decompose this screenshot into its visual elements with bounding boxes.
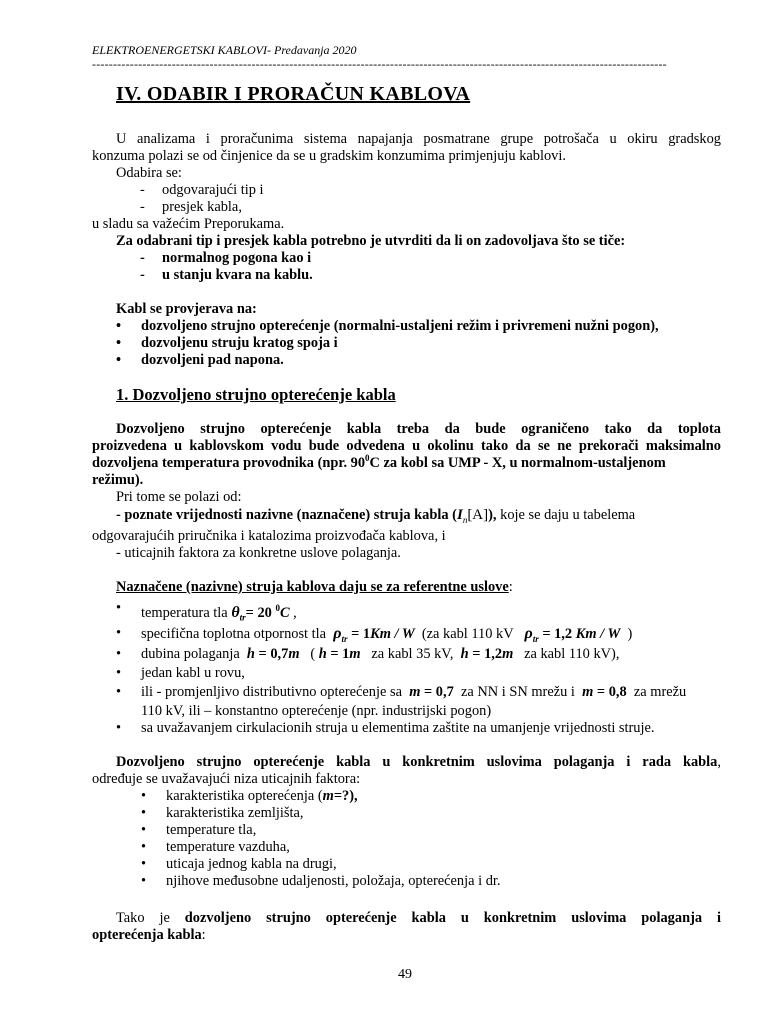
known-values-line: - poznate vrijednosti nazivne (naznačene) struja kabla $(I_n[A])$, koje se daju u tabelema	[116, 507, 636, 525]
para1-line-2: proizvedena u kablovskom vodu bude odvedena u okolinu tako da se ne prekorači maksimalno	[92, 438, 721, 454]
chapter-title: IV. ODABIR I PRORAČUN KABLOVA	[116, 83, 471, 105]
dash-item: -	[140, 182, 145, 198]
section-title: 1. Dozvoljeno strujno opterećenje kabla	[116, 385, 396, 404]
bold-dash-item: -	[140, 250, 145, 266]
para1-line-3: dozvoljena temperatura provodnika (npr. $90^0C$ za kobl sa UMP - X, u normalnom-ustaljenom	[92, 453, 666, 471]
intro-line-2: konzuma polazi se od činjenice da se u gradskim konzumima primjenjuju kablovi.	[92, 148, 566, 164]
intro-question: Za odabrani tip i presjek kabla potrebno je utvrditi da li on zadovoljava što se tiče:	[116, 233, 626, 249]
dash-item-text: odgovarajući tip i	[162, 182, 264, 198]
pri-tome: Pri tome se polazi od:	[116, 489, 242, 505]
ref-heading: Naznačene (nazivne) struja kablova daju se za referentne uslove:	[116, 579, 513, 595]
document-page: ELEKTROENERGETSKI KABLOVI- Predavanja 2020 ----------------------------------------------------------------------------------------------------------------------------------------- IV. ODABIR I PRORAČUN KABLOVA U analizama i proračunima sistema napajanja posmatrane grupe potrošača u okiru gradskog konzuma polazi se od činjenice da se u gradskim konzumima primjenjuju kablovi. Odabira se: - odgovarajući tip i - presjek kabla, u sladu sa važećim Preporukama. Za odabrani tip i presjek kabla potrebno je utvrditi da li on zadovoljava što se tiče: - normalnog pogona kao i - u stanju kvara na kablu. Kabl se provjerava na: • dozvoljeno strujno opterećenje (normalni-ustaljeni režim i privremeni nužni pogon), • dozvoljenu struju kratog spoja i • dozvoljeni pad napona. 1. Dozvoljeno strujno opterećenje kabla Dozvoljeno strujno opterećenje kabla treba da bude ograničeno tako da toplota proizvedena u kablovskom vodu bude odvedena u okolinu tako da se ne prekorači maksimalno dozvoljena temperatura provodnika (npr. $90^0C$ za kobl sa UMP - X, u normalnom-ustaljenom režimu). Pri tome se polazi od: - poznate vrijednosti nazivne (naznačene) struja kabla $(I_n[A])$, koje se daju u tabelema odgovarajućih priručnika i katalozima proizvođača kablova, i - uticajnih faktora za konkretne uslove polaganja. Naznačene (nazivne) struja kablova daju se za referentne uslove: • temperatura tla $\theta_{tr}= 20$ $^0$C , • specifična toplotna otpornost tla $\rho_{tr} = 1Km / W$ (za kabl 110 kV $\rho_{tr} = 1,2$ Km / W ) • dubina polaganja h = 0,7m ( h = 1m za kabl 35 kV, h = 1,2m za kabl 110 kV), • jedan kabl u rovu, • ili - promjenljivo distributivno opterećenje sa m = 0,7 za NN i SN mrežu i m = 0,8 za mrežu 110 kV, ili – konstantno opterećenje (npr. industrijski pogon) • sa uvažavanjem cirkulacionih struja u elementima zaštite na umanjenje vrijednosti struje. Dozvoljeno strujno opterećenje kabla u konkretnim uslovima polaganja i rada kabla, određuje se uvažavajući niza uticajnih faktora: • karakteristika opterećenja (m=?), • karakteristika zemljišta, • temperature tla, • temperature vazduha, • uticaja jednog kabla na drugi, • njihove međusobne udaljenosti, položaja, opterećenja i dr. Tako je dozvoljeno strujno opterećenje kabla u konkretnim uslovima polaganja i opterećenja kabla: 49	[92, 43, 721, 982]
tako-line-2: opterećenja kabla:	[92, 927, 206, 943]
checks-heading: Kabl se provjerava na:	[116, 301, 257, 317]
bold-dash-item-text: normalnog pogona kao i	[162, 250, 312, 266]
ref-item-load-line-2: 110 kV, ili – konstantno opterećenje (npr. industrijski pogon)	[141, 703, 492, 719]
tako-line-1: Tako je dozvoljeno strujno opterećenje kabla u konkretnim uslovima polaganja i	[116, 910, 721, 926]
page-number: 49	[398, 967, 412, 982]
dash-item-text: presjek kabla,	[162, 199, 242, 215]
para1-line-4: režimu).	[92, 472, 144, 488]
bold-dash-item-text: u stanju kvara na kablu.	[162, 267, 313, 283]
factors-line: - uticajnih faktora za konkretne uslove polaganja.	[116, 545, 401, 561]
para1-line-1: Dozvoljeno strujno opterećenje kabla treba da bude ograničeno tako da toplota	[116, 421, 721, 437]
intro-uskladu: u sladu sa važećim Preporukama.	[92, 216, 285, 232]
dash-item: -	[140, 199, 145, 215]
header-separator: -----------------------------------------------------------------------------------------------------------------------------------------	[92, 57, 667, 71]
bold-dash-item: -	[140, 267, 145, 283]
running-header: ELEKTROENERGETSKI KABLOVI- Predavanja 2020	[92, 43, 357, 57]
known-values-line-2: odgovarajućih priručnika i katalozima proizvođača kablova, i	[92, 528, 446, 544]
intro-line-1: U analizama i proračunima sistema napajanja posmatrane grupe potrošača u okiru gradskog	[116, 131, 721, 147]
allowed-line-2: određuje se uvažavajući niza uticajnih faktora:	[92, 771, 361, 787]
allowed-line-1: Dozvoljeno strujno opterećenje kabla u konkretnim uslovima polaganja i rada kabla,	[116, 754, 721, 770]
intro-odabira: Odabira se:	[116, 165, 182, 181]
